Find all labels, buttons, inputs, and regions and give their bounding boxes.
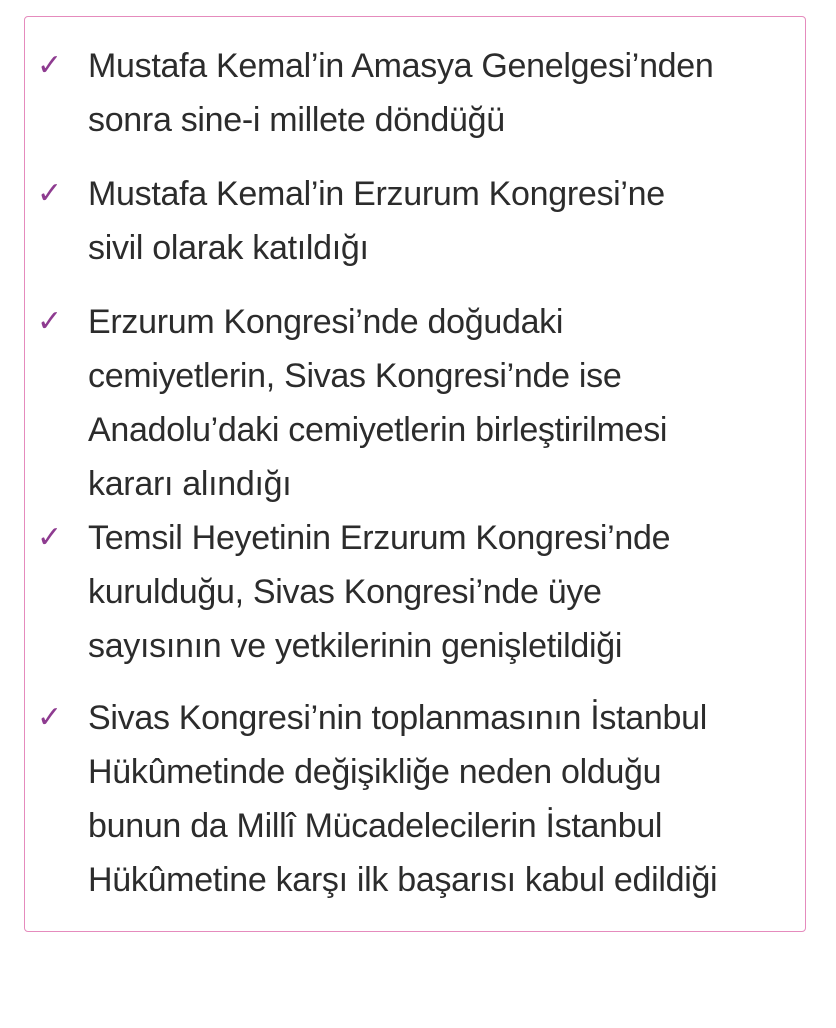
list-item-text: Sivas Kongresi’nin toplanmasının İstanbul Hükûmetinde değişikliğe neden olduğu bunun da Millî Mücadelecilerin İstanbul Hükûmetine karşı ilk başarısı kabul edildiği — [88, 699, 718, 899]
checkmark-icon: ✓ — [37, 700, 63, 735]
checkmark-icon: ✓ — [37, 304, 63, 339]
list-item-text: Mustafa Kemal’in Amasya Genelgesi’nden sonra sine-i millete döndüğü — [88, 47, 714, 139]
list-item-text: Mustafa Kemal’in Erzurum Kongresi’ne sivil olarak katıldığı — [88, 175, 665, 267]
list-item-text: Erzurum Kongresi’nde doğudaki cemiyetlerin, Sivas Kongresi’nde ise Anadolu’daki cemiyetlerin birleştirilmesi kararı alındığı — [88, 303, 668, 503]
checklist-card — [24, 16, 806, 932]
checkmark-icon: ✓ — [37, 176, 63, 211]
checkmark-icon: ✓ — [37, 520, 63, 555]
list-item-text: Temsil Heyetinin Erzurum Kongresi’nde kurulduğu, Sivas Kongresi’nde üye sayısının ve yetkilerinin genişletildiği — [88, 519, 671, 665]
checkmark-icon: ✓ — [37, 48, 63, 83]
